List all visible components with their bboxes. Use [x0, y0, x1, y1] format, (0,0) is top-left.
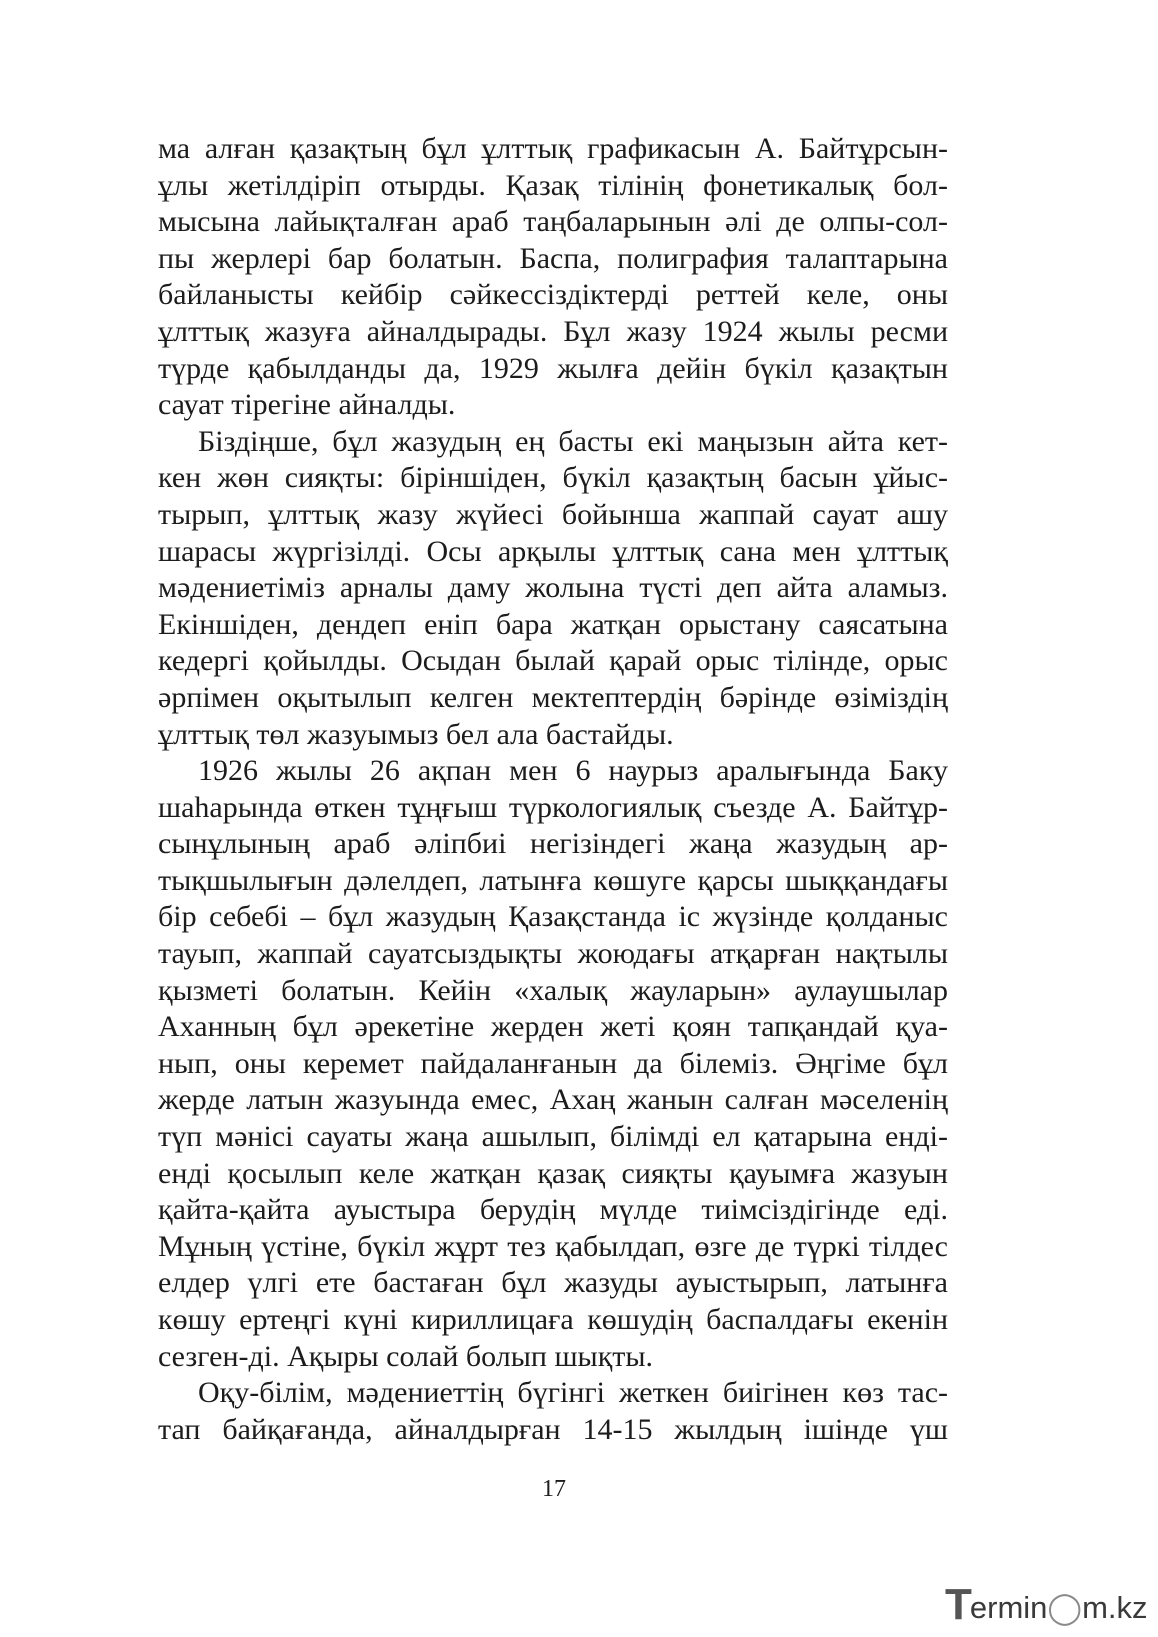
text-line: 1926 жылы 26 ақпан мен 6 наурыз аралығында Баку	[198, 754, 948, 788]
text-line: ұлттық төл жазуымыз бел ала бастайды.	[158, 717, 674, 751]
body-text	[158, 131, 948, 1448]
text-line: Аханның бұл әрекетіне жерден жеті қоян тапқандай қуа-	[158, 1010, 948, 1044]
watermark-letter-t: T	[945, 1580, 970, 1629]
termincom-watermark-logo	[945, 1580, 1148, 1629]
text-line: байланысты кейбір сәйкессіздіктерді реттей келе, оны	[158, 278, 948, 312]
text-line: мысына лайықталған араб таңбаларынын әлі де олпы-сол-	[158, 205, 948, 239]
paragraph	[158, 131, 948, 424]
text-line: әрпімен оқытылып келген мектептердің бәрінде өзіміздің	[158, 680, 948, 714]
text-line: қызметі болатын. Кейін «халық жауларын» аулаушылар	[158, 973, 948, 1007]
page-number: 17	[542, 1476, 566, 1502]
text-line: Біздіңше, бұл жазудың ең басты екі маңызын айта кет-	[198, 424, 948, 458]
watermark-text-part1: ermin	[969, 1590, 1048, 1625]
text-line: ұлттық жазуға айналдырады. Бұл жазу 1924 жылы ресми	[158, 314, 948, 348]
text-line: қайта-қайта ауыстыра берудің мүлде тиімсіздігінде еді.	[158, 1193, 948, 1227]
text-line: тап байқағанда, айналдырған 14-15 жылдың ішінде үш	[158, 1412, 948, 1446]
text-line: Екіншіден, дендеп еніп бара жатқан орыстану саясатына	[158, 607, 948, 641]
text-line: ұлы жетілдіріп отырды. Қазақ тілінің фонетикалық бол-	[158, 168, 948, 202]
text-line: шаһарында өткен тұңғыш түркологиялық съезде А. Байтұр-	[158, 790, 948, 824]
text-line: кен жөн сияқты: біріншіден, бүкіл қазақтың басын ұйыс-	[158, 461, 948, 495]
text-line: сауат тірегіне айналды.	[158, 388, 456, 422]
text-line: көшу ертеңгі күні кириллицаға көшудің баспалдағы екенін	[158, 1303, 948, 1336]
paragraph	[158, 424, 948, 753]
text-line: нып, оны керемет пайдаланғанын да білеміз. Әңгіме бұл	[158, 1046, 948, 1080]
text-line: түп мәнісі сауаты жаңа ашылып, білімді ел қатарына енді-	[158, 1120, 948, 1154]
paragraph	[158, 1375, 948, 1448]
text-line: елдер үлгі ете бастаған бұл жазуды ауыстырып, латынға	[158, 1266, 948, 1300]
text-line: сезген-ді. Ақыры солай болып шықты.	[158, 1339, 654, 1373]
watermark-text-part2: m.kz	[1082, 1590, 1148, 1625]
text-line: бір себебі – бұл жазудың Қазақстанда іс жүзінде қолданыс	[158, 900, 948, 934]
magnifier-icon: ◯	[1047, 1590, 1083, 1625]
text-line: тауып, жаппай сауатсыздықты жоюдағы атқарған нақтылы	[158, 937, 948, 971]
watermark-text	[970, 1591, 1148, 1625]
text-line: Оқу-білім, мәдениеттің бүгінгі жеткен биігінен көз тас-	[198, 1376, 948, 1410]
text-line: тықшылығын дәлелдеп, латынға көшуге қарсы шыққандағы	[158, 863, 948, 897]
text-line: түрде қабылданды да, 1929 жылға дейін бүкіл қазақтын	[158, 351, 948, 385]
text-line: ма алған қазақтың бұл ұлттық графикасын А. Байтұрсын-	[158, 132, 948, 165]
text-line: мәдениетіміз арналы даму жолына түсті деп айта аламыз.	[158, 571, 948, 605]
text-line: жерде латын жазуында емес, Ахаң жанын салған мәселенің	[158, 1083, 948, 1117]
text-line: пы жерлері бар болатын. Баспа, полиграфия талаптарына	[158, 241, 948, 275]
text-line: Мұның үстіне, бүкіл жұрт тез қабылдап, өзге де түркі тілдес	[158, 1229, 948, 1263]
text-line: тырып, ұлттық жазу жүйесі бойынша жаппай сауат ашу	[158, 497, 948, 531]
text-line: шарасы жүргізілді. Осы арқылы ұлттық сана мен ұлттық	[158, 534, 948, 568]
paragraph	[158, 753, 948, 1375]
text-line: енді қосылып келе жатқан қазақ сияқты қауымға жазуын	[158, 1156, 948, 1190]
text-line: сынұлының араб әліпбиі негізіндегі жаңа жазудың ар-	[158, 827, 948, 861]
text-line: кедергі қойылды. Осыдан былай қарай орыс тілінде, орыс	[158, 644, 948, 678]
